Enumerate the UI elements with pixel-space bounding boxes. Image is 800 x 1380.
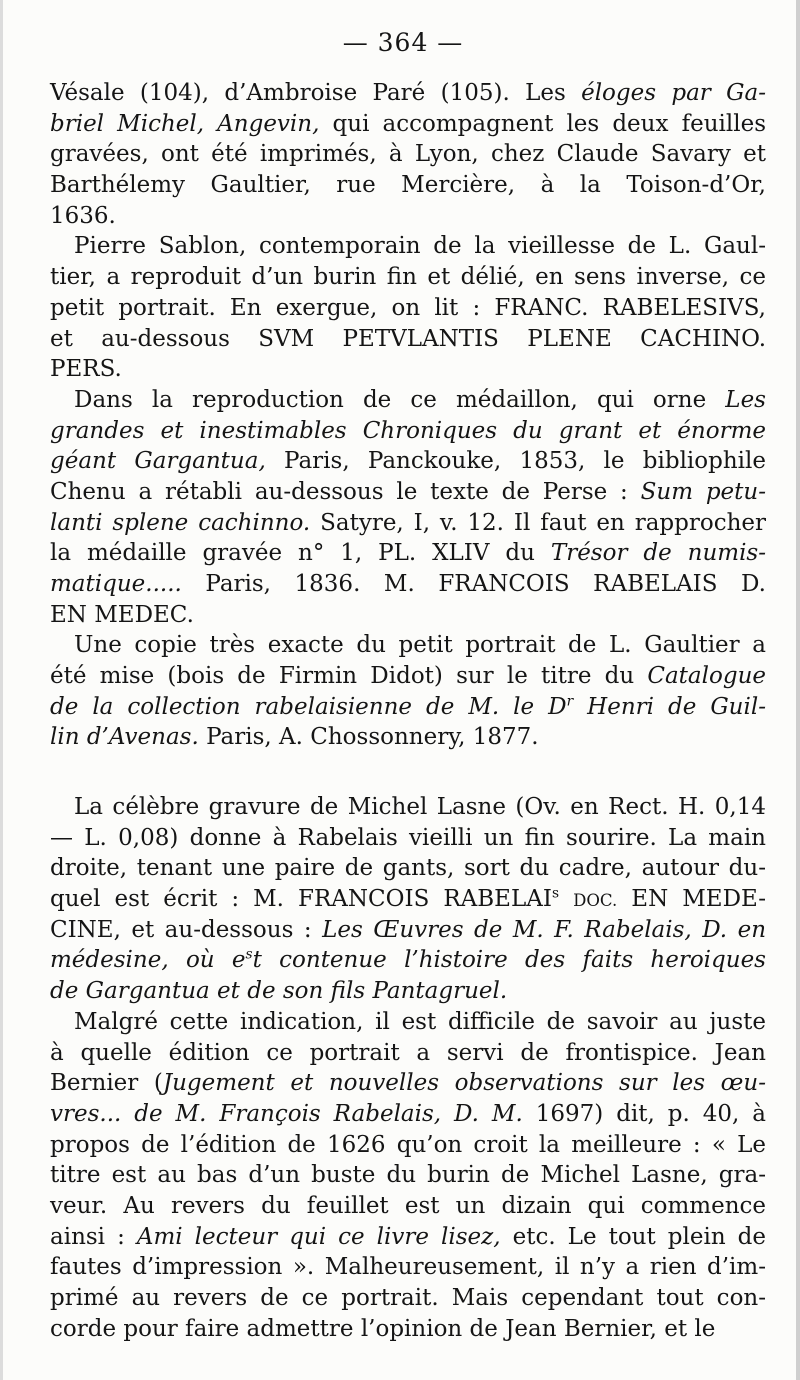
italic-segment: de la collection rabelaisienne de M. le D: [50, 693, 567, 720]
text-block-lower: [50, 792, 766, 1344]
italic-segment: Ami lecteur qui ce livre lisez,: [136, 1223, 501, 1250]
text-line: [50, 1160, 766, 1191]
text-segment: etc. Le tout plein de: [500, 1223, 766, 1250]
text-line: [50, 508, 766, 539]
paragraph: [50, 385, 766, 631]
text-segment: fautes d’impression ». Malheureusement, il n’y a rien d’im-: [50, 1254, 766, 1281]
text-line: [50, 354, 766, 385]
italic-segment: Les: [725, 386, 766, 413]
text-segment: s: [551, 885, 560, 902]
text-segment: Vésale (104), d’Ambroise Paré (105). Les: [50, 80, 582, 106]
text-line: [50, 78, 766, 109]
text-segment: Malgré cette indication, il est difficile de savoir au juste: [74, 1008, 766, 1035]
text-segment: titre est au bas d’un buste du burin de Michel Lasne, gra-: [50, 1162, 766, 1189]
text-segment: 1697) dit, p. 40, à: [522, 1100, 766, 1127]
text-segment: petit portrait. En exergue, on lit : FRANC. RABELESIVS,: [50, 294, 766, 321]
italic-segment: Catalogue: [647, 663, 766, 690]
text-line: [50, 1283, 766, 1314]
text-line: [50, 446, 766, 477]
text-line: [50, 139, 766, 170]
text-segment: gravées, ont été imprimés, à Lyon, chez Claude Savary et: [50, 141, 766, 168]
text-line: [50, 915, 766, 946]
text-line: [50, 170, 766, 201]
text-line: [50, 231, 766, 262]
text-segment: [559, 886, 573, 912]
text-line: [50, 722, 766, 753]
text-segment: tier, a reproduit d’un burin fin et délié, en sens inverse, ce: [50, 264, 766, 291]
page-number: — 364 —: [342, 28, 464, 57]
text-line: [50, 630, 766, 661]
italic-segment: lin d’Avenas.: [50, 724, 199, 751]
text-segment: EN MEDE-: [617, 886, 767, 913]
text-segment: Bernier (: [50, 1070, 163, 1097]
italic-segment: Trésor de numis-: [550, 540, 767, 567]
italic-segment: Henri de Guil-: [573, 693, 766, 720]
text-segment: Barthélemy Gaultier, rue Mercière, à la Toison-d’Or,: [50, 172, 766, 199]
text-segment: corde pour faire admettre l’opinion de Jean Bernier, et le: [50, 1315, 716, 1342]
italic-segment: t contenue l’histoire des faits heroiques: [252, 947, 766, 974]
text-line: [50, 262, 766, 293]
text-segment: qui accompagnent les deux feuilles: [319, 110, 766, 137]
italic-segment: Jugement et nouvelles observations sur les œu-: [162, 1070, 766, 1097]
text-line: [50, 416, 766, 447]
text-segment: quel est écrit : M. FRANCOIS RABELAI: [50, 886, 552, 913]
text-segment: et au-dessous SVM PETVLANTIS PLENE CACHINO.: [50, 325, 766, 352]
italic-segment: de Gargantua et de son fils Pantagruel.: [50, 978, 508, 1005]
text-line: [50, 1130, 766, 1161]
text-line: [50, 1038, 766, 1069]
text-segment: Pierre Sablon, contemporain de la vieillesse de L. Gaul-: [74, 233, 766, 260]
paragraph: [50, 78, 766, 231]
text-segment: primé au revers de ce portrait. Mais cependant tout con-: [50, 1285, 766, 1311]
text-line: [50, 477, 766, 508]
italic-segment: s: [245, 946, 253, 963]
text-segment: DOC.: [573, 891, 618, 911]
paragraph: [50, 630, 766, 753]
text-line: [50, 976, 766, 1007]
italic-segment: Sum petu-: [640, 478, 766, 505]
text-segment: droite, tenant une paire de gants, sort du cadre, autour du-: [50, 855, 766, 882]
text-line: [50, 569, 766, 600]
italic-segment: Les Œuvres de M. F. Rabelais, D. en: [322, 916, 767, 943]
italic-segment: vres... de M. François Rabelais, D. M.: [50, 1100, 523, 1127]
text-segment: propos de l’édition de 1626 qu’on croit la meilleure : « Le: [50, 1131, 766, 1158]
text-segment: à quelle édition ce portrait a servi de frontispice. Jean: [50, 1039, 766, 1066]
paragraph: [50, 1007, 766, 1345]
paragraph: [50, 231, 766, 384]
text-line: [50, 293, 766, 324]
text-block-upper: [50, 78, 766, 753]
text-line: [50, 1068, 766, 1099]
text-line: [50, 1222, 766, 1253]
text-segment: la médaille gravée n° 1, PL. XLIV du: [50, 540, 551, 567]
text-line: [50, 853, 766, 884]
italic-segment: r: [566, 693, 574, 710]
text-segment: — L. 0,08) donne à Rabelais vieilli un fin sourire. La main: [50, 824, 766, 851]
text-line: [50, 1314, 766, 1345]
text-line: [50, 1099, 766, 1130]
text-line: [50, 1191, 766, 1222]
text-segment: Dans la reproduction de ce médaillon, qui orne: [74, 386, 726, 413]
text-segment: été mise (bois de Firmin Didot) sur le titre du: [50, 663, 648, 690]
italic-segment: éloges par Ga-: [581, 80, 766, 106]
italic-segment: grandes et inestimables Chroniques du grant et énorme: [50, 417, 766, 444]
text-line: [50, 600, 766, 631]
text-segment: ainsi :: [50, 1223, 137, 1250]
text-line: [50, 945, 766, 976]
paragraph: [50, 792, 766, 1007]
text-line: [50, 884, 766, 915]
text-segment: EN MEDEC.: [50, 601, 194, 628]
italic-segment: géant Gargantua,: [50, 448, 266, 475]
text-segment: Une copie très exacte du petit portrait de L. Gaultier a: [74, 632, 766, 659]
italic-segment: médesine, où e: [50, 947, 246, 974]
text-line: [50, 1007, 766, 1038]
text-segment: 1636.: [50, 202, 116, 229]
text-line: [50, 792, 766, 823]
text-line: [50, 692, 766, 723]
text-line: [50, 109, 766, 140]
text-segment: Paris, A. Chossonnery, 1877.: [198, 724, 539, 751]
italic-segment: matique.....: [50, 571, 182, 597]
text-segment: Paris, 1836. M. FRANCOIS RABELAIS D.: [181, 571, 766, 597]
text-segment: veur. Au revers du feuillet est un dizain qui commence: [50, 1192, 766, 1219]
text-segment: Chenu a rétabli au-dessous le texte de Perse :: [50, 478, 641, 505]
text-line: [50, 1252, 766, 1283]
italic-segment: lanti splene cachinno.: [50, 509, 311, 536]
text-segment: Satyre, I, v. 12. Il faut en rapprocher: [310, 509, 766, 536]
text-line: [50, 385, 766, 416]
text-line: [50, 661, 766, 692]
text-line: [50, 538, 766, 569]
text-line: [50, 201, 766, 232]
text-segment: La célèbre gravure de Michel Lasne (Ov. en Rect. H. 0,14: [74, 794, 766, 820]
text-line: [50, 324, 766, 355]
text-line: [50, 823, 766, 854]
text-segment: CINE, et au-dessous :: [50, 916, 323, 943]
italic-segment: briel Michel, Angevin,: [50, 110, 320, 137]
text-segment: PERS.: [50, 356, 122, 383]
text-segment: Paris, Panckouke, 1853, le bibliophile: [265, 448, 766, 475]
